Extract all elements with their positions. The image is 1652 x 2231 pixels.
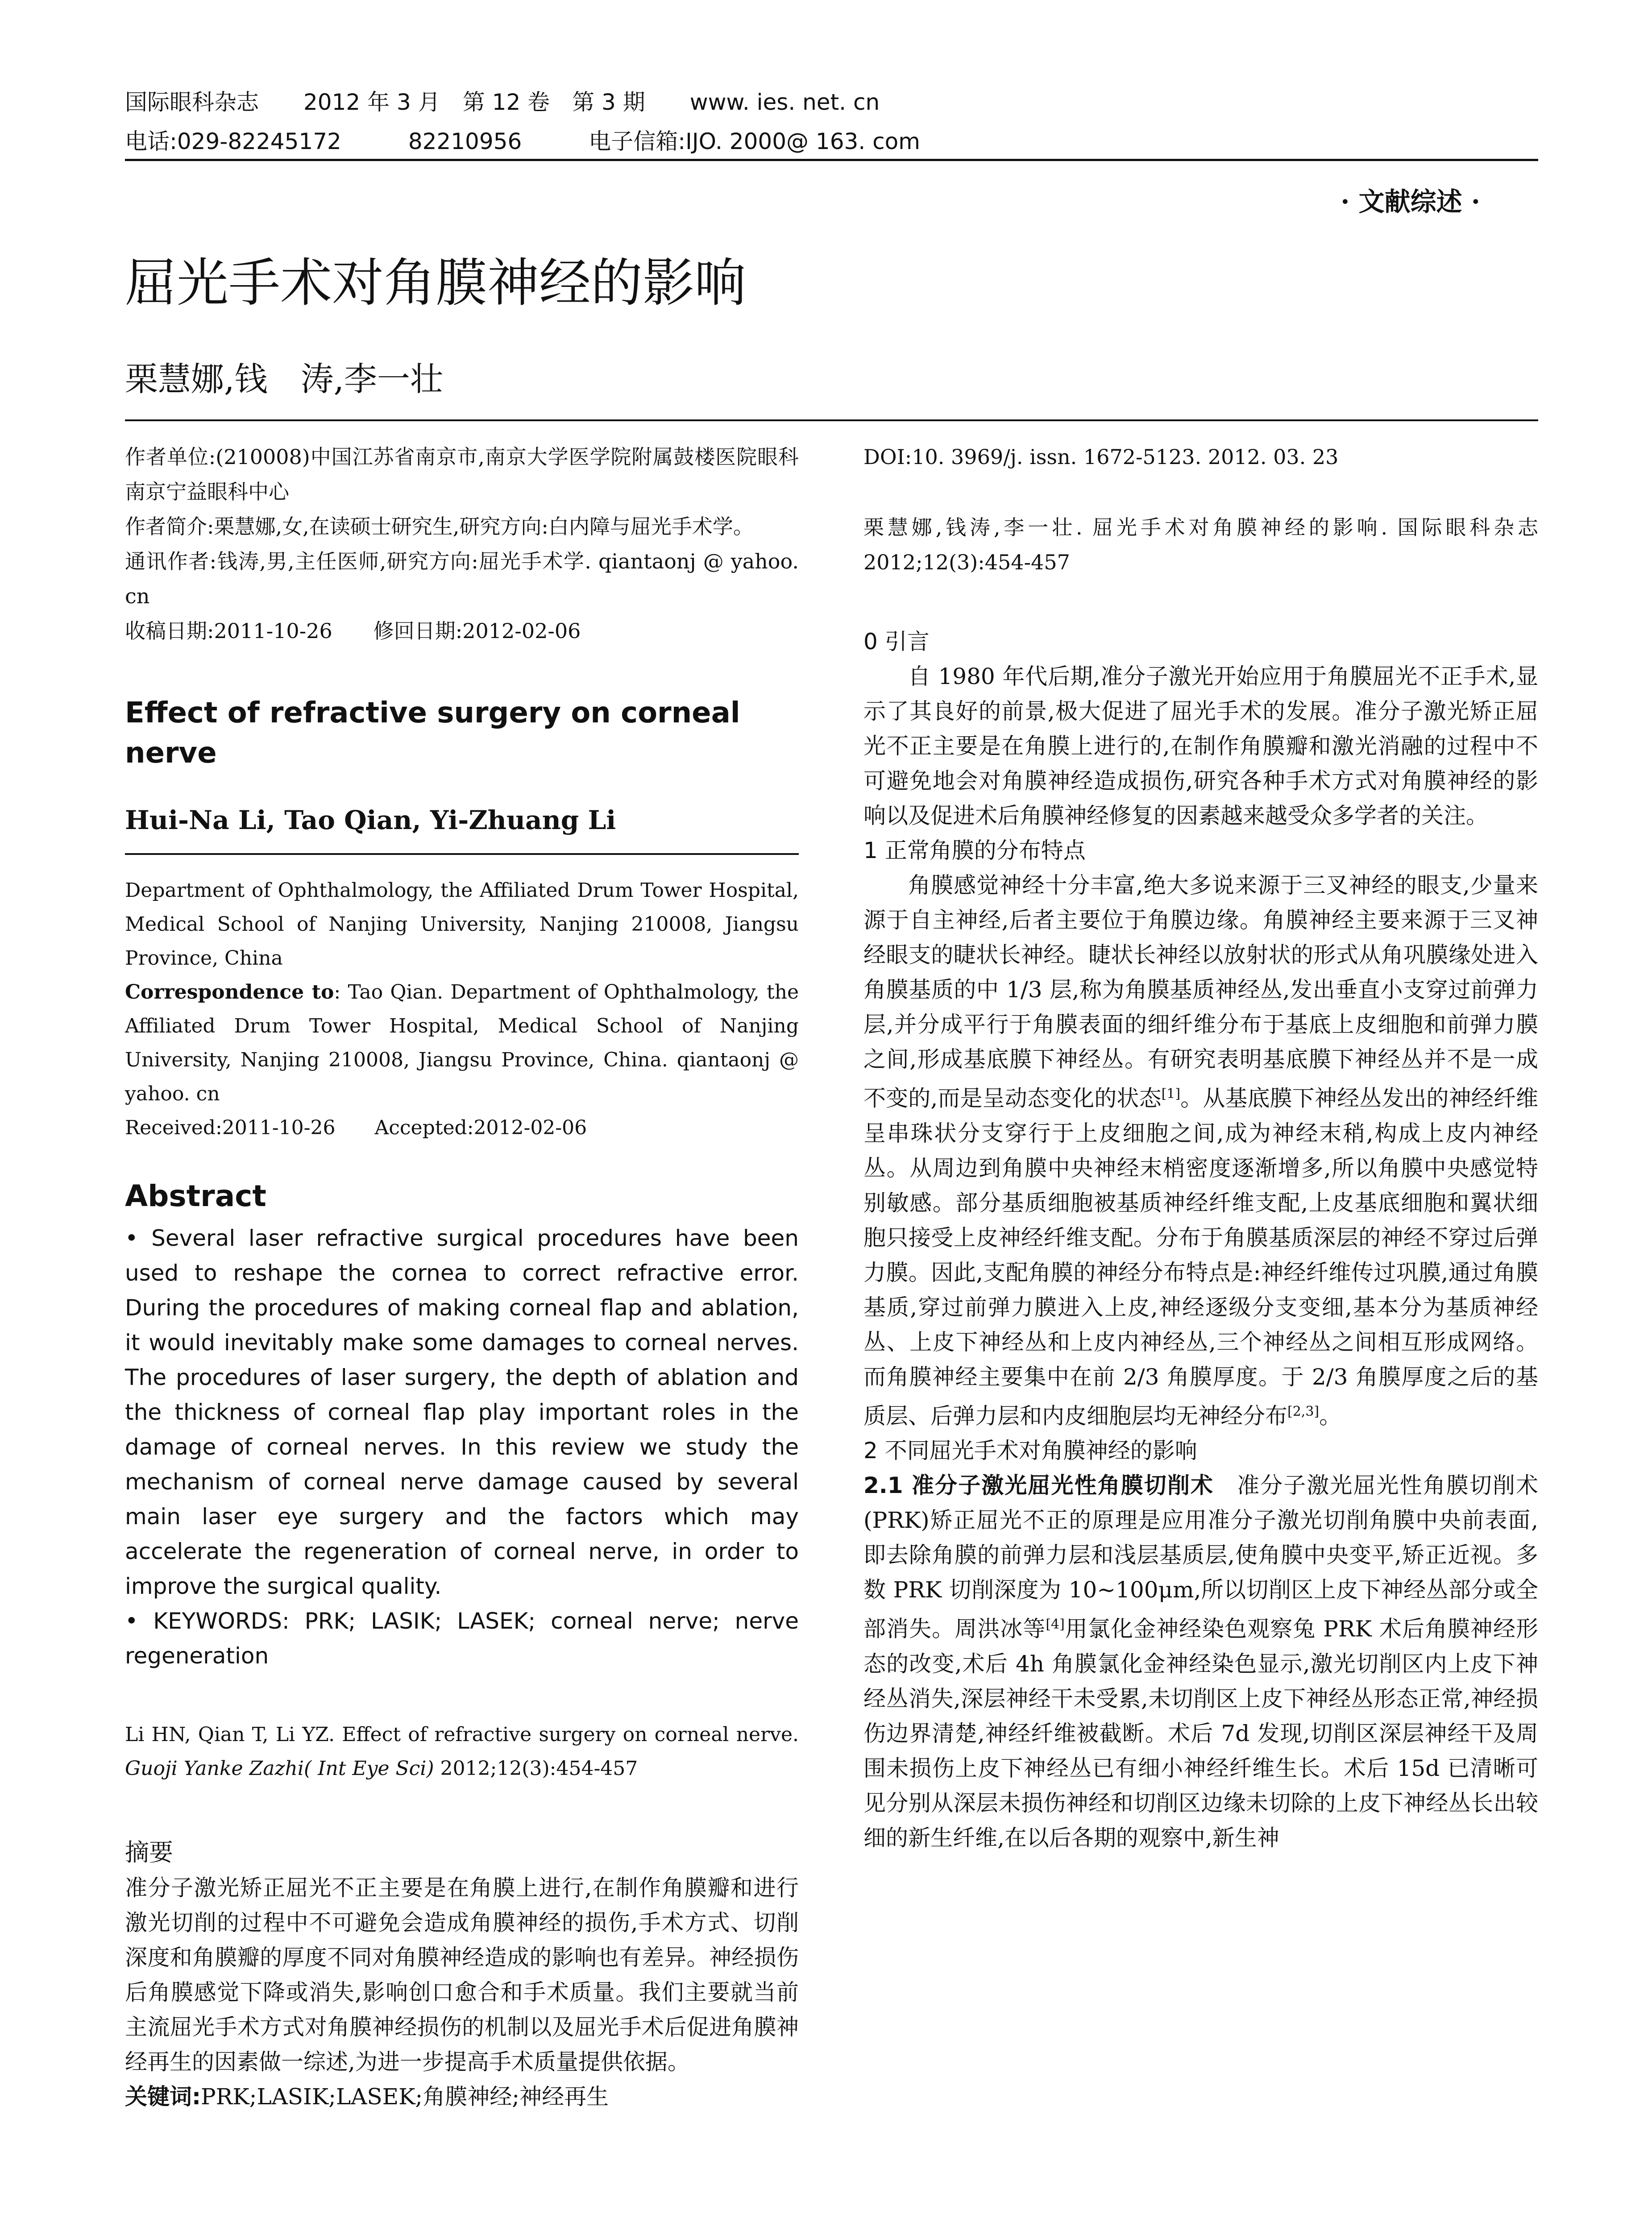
reference-marker[interactable]: [1]: [1161, 1086, 1181, 1102]
chinese-keywords-label: 关键词:: [125, 2084, 201, 2110]
reference-marker[interactable]: [4]: [1046, 1617, 1065, 1633]
journal-header-line1: 国际眼科杂志 2012 年 3 月 第 12 卷 第 3 期 www. ies. net. cn: [125, 89, 880, 115]
correspondence-text: : Tao Qian. Department of Ophthalmology, the Affiliated Drum Tower Hospital, Medical School of Nanjing University, Nanjing 210008, Jiangsu Province, China. qiantaonj @ yahoo. cn: [125, 981, 799, 1105]
chinese-abstract-heading: 摘要: [125, 1838, 173, 1866]
corresponding-author: 通讯作者:钱涛,男,主任医师,研究方向:屈光手术学. qiantaonj @ yahoo. cn: [125, 549, 799, 608]
header-rule: [125, 159, 1538, 161]
section-0-heading: 0 引言: [863, 629, 930, 655]
english-authors: Hui-Na Li, Tao Qian, Yi-Zhuang Li: [125, 805, 616, 835]
section-1-text-b: 。从基底膜下神经丛发出的神经纤维呈串珠状分支穿行于上皮细胞之间,成为神经末稍,构成上皮内神经丛。从周边到角膜中央神经末梢密度逐渐增多,所以角膜中央感觉特别敏感。部分基质细胞被基质神经纤维支配,上皮基底细胞和翼状细胞只接受上皮神经纤维支配。分布于角膜基质深层的神经不穿过后弹力膜。因此,支配角膜的神经分布特点是:神经纤维传过巩膜,通过角膜基质,穿过前弹力膜进入上皮,神经逐级分支变细,基本分为基质神经丛、上皮下神经丛和上皮内神经丛,三个神经丛之间相互形成网络。而角膜神经主要集中在前 2/3 角膜厚度。于 2/3 角膜厚度之后的基质层、后弹力层和内皮细胞层均无神经分布: [863, 1085, 1538, 1429]
chinese-abstract-text: 准分子激光矫正屈光不正主要是在角膜上进行,在制作角膜瓣和进行激光切削的过程中不可避免会造成角膜神经的损伤,手术方式、切削深度和角膜瓣的厚度不同对角膜神经造成的影响也有差异。神经损伤后角膜感觉下降或消失,影响创口愈合和手术质量。我们主要就当前主流屈光手术方式对角膜神经损伤的机制以及屈光手术后促进角膜神经再生的因素做一综述,为进一步提高手术质量提供依据。: [125, 1875, 799, 2075]
section-1-paragraph: [863, 868, 1538, 1433]
article-category: · 文献综述 ·: [1341, 187, 1480, 217]
correspondence-label: Correspondence to: [125, 981, 334, 1004]
received-dates: 收稿日期:2011-10-26 修回日期:2012-02-06: [125, 619, 581, 643]
section-1-heading: 1 正常角膜的分布特点: [863, 838, 1086, 863]
journal-header-line2: 电话:029-82245172 82210956 电子信箱:IJO. 2000@ 163. com: [125, 129, 920, 154]
chinese-citation: 栗慧娜,钱涛,李一壮. 屈光手术对角膜神经的影响. 国际眼科杂志 2012;12(3):454-457: [863, 515, 1538, 574]
doi: DOI:10. 3969/j. issn. 1672-5123. 2012. 03. 23: [863, 445, 1339, 469]
section-1-text-a: 角膜感觉神经十分丰富,绝大多说来源于三叉神经的眼支,少量来源于自主神经,后者主要位于角膜边缘。角膜神经主要来源于三叉神经眼支的睫状长神经。睫状长神经以放射状的形式从角巩膜缘处进入角膜基质的中 1/3 层,称为角膜基质神经丛,发出垂直小支穿过前弹力层,并分成平行于角膜表面的细纤维分布于基底上皮细胞和前弹力膜之间,形成基底膜下神经丛。有研究表明基底膜下神经丛并不是一成不变的,而是呈动态变化的状态: [863, 872, 1538, 1111]
author-affiliation: 作者单位:(210008)中国江苏省南京市,南京大学医学院附属鼓楼医院眼科 南京宁益眼科中心: [125, 445, 799, 504]
citation-journal: Guoji Yanke Zazhi( Int Eye Sci): [125, 1757, 434, 1780]
section-2-1-text-b: 用氯化金神经染色观察兔 PRK 术后角膜神经形态的改变,术后 4h 角膜氯化金神经染色显示,激光切削区内上皮下神经丛消失,深层神经干未受累,未切削区上皮下神经丛形态正常,神经损伤边界清楚,神经纤维被截断。术后 7d 发现,切削区深层神经干及周围未损伤上皮下神经丛已有细小神经纤维生长。术后 15d 已清晰可见分别从深层未损伤神经和切削区边缘未切除的上皮下神经丛长出较细的新生纤维,在以后各期的观察中,新生神: [863, 1616, 1539, 1851]
reference-marker[interactable]: [2,3]: [1287, 1403, 1320, 1419]
chinese-keywords-text: PRK;LASIK;LASEK;角膜神经;神经再生: [201, 2084, 609, 2110]
english-citation: [125, 1718, 799, 1786]
article-authors: 栗慧娜,钱 涛,李一壮: [125, 360, 444, 398]
english-title: Effect of refractive surgery on corneal nerve: [125, 697, 740, 770]
english-authors-rule: [125, 853, 799, 855]
citation-part1: Li HN, Qian T, Li YZ. Effect of refractive surgery on corneal nerve.: [125, 1723, 799, 1746]
english-keywords: • KEYWORDS: PRK; LASIK; LASEK; corneal nerve; nerve regeneration: [125, 1608, 799, 1669]
english-correspondence: [125, 975, 799, 1111]
author-intro: 作者简介:栗慧娜,女,在读硕士研究生,研究方向:白内障与屈光手术学。: [125, 514, 754, 539]
section-2-1-text-a: 准分子激光屈光性角膜切削术(PRK)矫正屈光不正的原理是应用准分子激光切削角膜中央前表面,即去除角膜的前弹力层和浅层基质层,使角膜中央变平,矫正近视。多数 PRK 切削深度为 10~100μm,所以切削区上皮下神经丛部分或全部消失。周洪冰等: [863, 1472, 1539, 1642]
english-received: Received:2011-10-26 Accepted:2012-02-06: [125, 1116, 587, 1139]
english-abstract-text: • Several laser refractive surgical procedures have been used to reshape the cornea to correct refractive error. During the procedures of making corneal flap and ablation, it would inevitably make some damages to corneal nerves. The procedures of laser surgery, the depth of ablation and the thickness of corneal flap play important roles in the damage of corneal nerves. In this review we study the mechanism of corneal nerve damage caused by several main laser eye surgery and the factors which may accelerate the regeneration of corneal nerve, in order to improve the surgical quality.: [125, 1225, 799, 1599]
citation-part2: 2012;12(3):454-457: [434, 1757, 638, 1780]
title-rule: [125, 419, 1538, 421]
section-2-1-paragraph: [863, 1468, 1538, 1855]
section-2-1-heading: 2.1 准分子激光屈光性角膜切削术: [863, 1472, 1214, 1499]
abstract-heading: Abstract: [125, 1179, 266, 1213]
left-column: [125, 440, 799, 2114]
chinese-keywords: [125, 2079, 799, 2114]
section-1-text-c: 。: [1319, 1403, 1342, 1429]
section-2-heading: 2 不同屈光手术对角膜神经的影响: [863, 1438, 1197, 1464]
english-department: Department of Ophthalmology, the Affiliated Drum Tower Hospital, Medical School of Nanjing University, Nanjing 210008, Jiangsu Province, China: [125, 879, 799, 970]
section-0-paragraph: 自 1980 年代后期,准分子激光开始应用于角膜屈光不正手术,显示了其良好的前景,极大促进了屈光手术的发展。准分子激光矫正屈光不正主要是在角膜上进行的,在制作角膜瓣和激光消融的过程中不可避免地会对角膜神经造成损伤,研究各种手术方式对角膜神经的影响以及促进术后角膜神经修复的因素越来越受众多学者的关注。: [863, 663, 1538, 829]
article-title: 屈光手术对角膜神经的影响: [125, 253, 746, 313]
right-column: [863, 440, 1538, 1855]
